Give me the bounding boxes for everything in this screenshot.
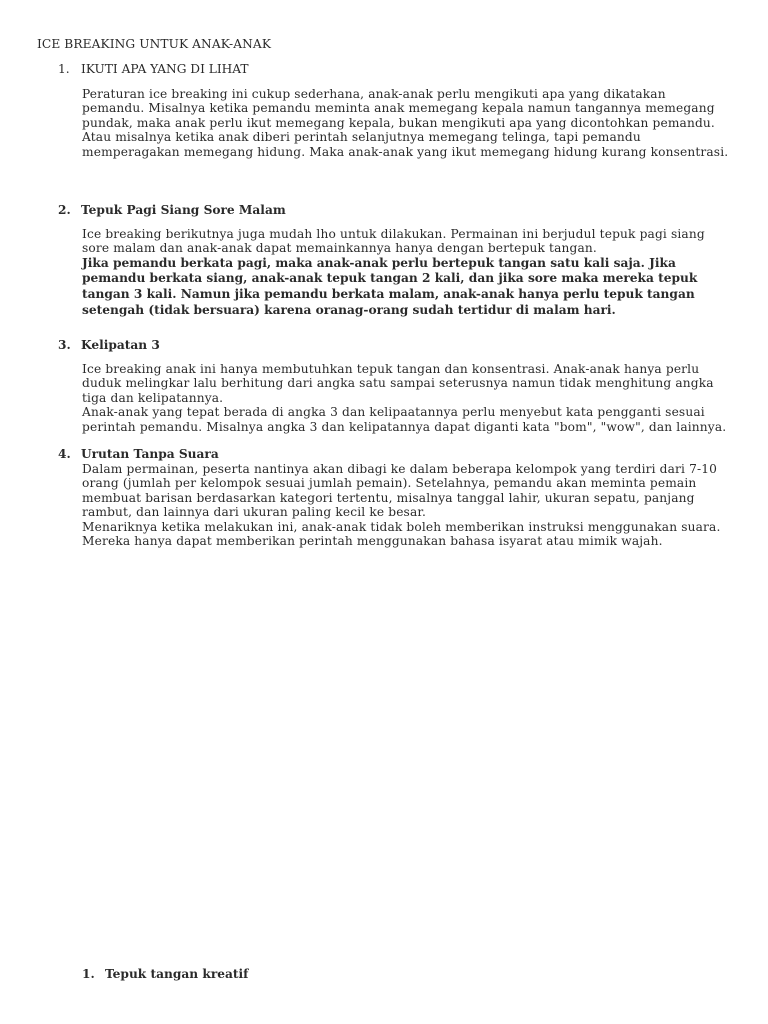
section-4-title: Urutan Tanpa Suara xyxy=(81,447,219,461)
section-3-heading xyxy=(58,338,160,353)
footer-item-title: Tepuk tangan kreatif xyxy=(105,967,249,981)
section-3-paragraph-2: Anak-anak yang tepat berada di angka 3 dan kelipaatannya perlu menyebut kata pengganti sesuai perintah pemandu. Misalnya angka 3 dan kelipatannya dapat diganti kata "bom", "wow", dan lainnya. xyxy=(82,405,727,434)
section-3-body xyxy=(82,362,732,434)
section-4-paragraph-1: Dalam permainan, peserta nantinya akan dibagi ke dalam beberapa kelompok yang terdiri dari 7-10 orang (jumlah per kelompok sesuai jumlah pemain). Setelahnya, pemandu akan meminta pemain membuat barisan berdasarkan kategori tertentu, misalnya tanggal lahir, ukuran sepatu, panjang rambut, dan lainnya dari ukuran paling kecil ke besar. xyxy=(82,462,718,520)
section-2-title: Tepuk Pagi Siang Sore Malam xyxy=(81,203,286,217)
section-1-title: IKUTI APA YANG DI LIHAT xyxy=(81,62,249,76)
section-1-body xyxy=(82,87,732,159)
section-1-paragraph-1: Peraturan ice breaking ini cukup sederhana, anak-anak perlu mengikuti apa yang dikatakan pemandu. Misalnya ketika pemandu meminta anak memegang kepala namun tangannya memegang pundak, maka anak perlu ikut memegang kepala, bukan mengikuti apa yang dicontohkan pemandu. xyxy=(82,87,715,130)
section-3-number: 3. xyxy=(58,338,71,352)
section-4-number: 4. xyxy=(58,447,71,461)
section-1-number: 1. xyxy=(58,62,70,76)
section-2-bold-paragraph: Jika pemandu berkata pagi, maka anak-anak perlu bertepuk tangan satu kali saja. Jika pemandu berkata siang, anak-anak tepuk tangan 2 kali, dan jika sore maka mereka tepuk tangan 3 kali. Namun jika pemandu berkata malam, anak-anak hanya perlu tepuk tangan setengah (tidak bersuara) karena oranag-orang sudah tertidur di malam hari. xyxy=(82,255,698,317)
section-4-body xyxy=(82,462,732,548)
section-2-paragraph-1: Ice breaking berikutnya juga mudah lho untuk dilakukan. Permainan ini berjudul tepuk pagi siang sore malam dan anak-anak dapat memainkannya hanya dengan bertepuk tangan. xyxy=(82,227,705,256)
section-2-number: 2. xyxy=(58,203,71,217)
footer-list-item xyxy=(82,967,248,982)
section-3-paragraph-1: Ice breaking anak ini hanya membutuhkan tepuk tangan dan konsentrasi. Anak-anak hanya perlu duduk melingkar lalu berhitung dari angka satu sampai seterusnya namun tidak menghitung angka tiga dan kelipatannya. xyxy=(82,362,714,405)
section-2-heading xyxy=(58,203,286,218)
section-4-paragraph-2: Menariknya ketika melakukan ini, anak-anak tidak boleh memberikan instruksi menggunakan suara. Mereka hanya dapat memberikan perintah menggunakan bahasa isyarat atau mimik wajah. xyxy=(82,519,721,549)
footer-item-number: 1. xyxy=(82,967,95,981)
section-1-paragraph-2: Atau misalnya ketika anak diberi perintah selanjutnya memegang telinga, tapi pemandu memperagakan memegang hidung. Maka anak-anak yang ikut memegang hidung kurang konsentrasi. xyxy=(82,130,729,159)
section-1-heading xyxy=(58,62,249,77)
section-4-heading xyxy=(58,447,219,462)
section-3-title: Kelipatan 3 xyxy=(81,338,160,352)
section-2-body xyxy=(82,227,732,318)
document-title: ICE BREAKING UNTUK ANAK-ANAK xyxy=(37,37,272,51)
